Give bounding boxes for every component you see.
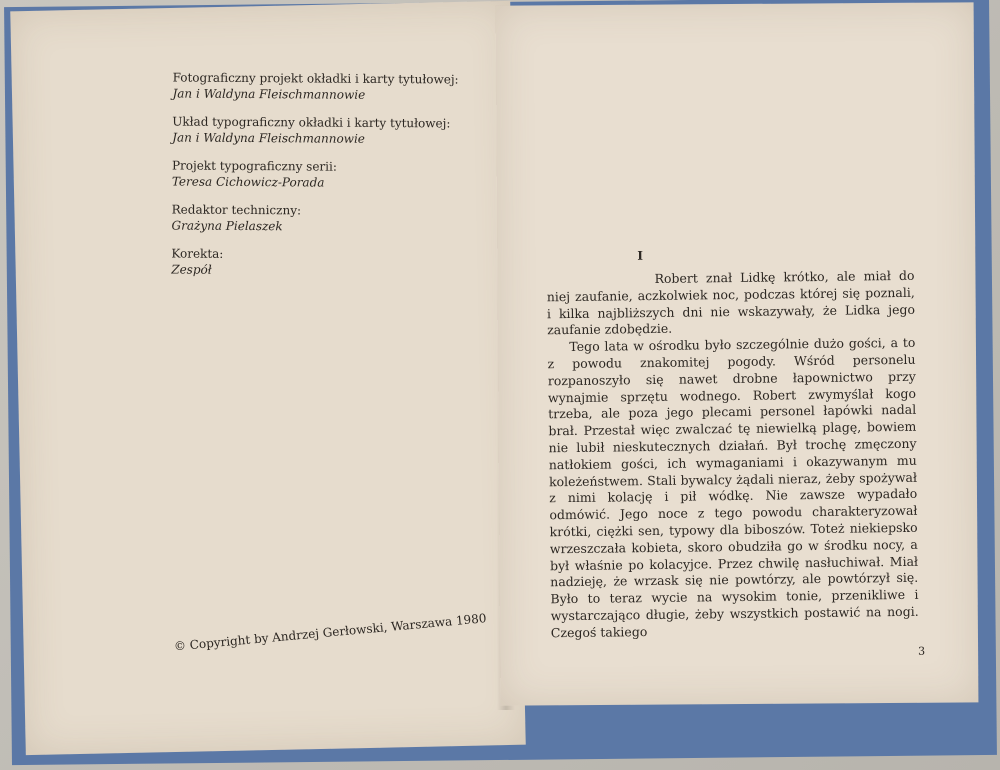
paragraph: Robert znał Lidkę krótko, ale miał do niej zaufanie, aczkolwiek noc, podczas której się poznali, i kilka najbliższych dni nie wskazywały, że Lidka jego zaufanie zdobędzie. — [546, 267, 916, 338]
credit-role: Fotograficzny projekt okładki i karty tytułowej: — [172, 70, 459, 87]
credit-entry — [172, 114, 492, 148]
credit-role: Korekta: — [171, 246, 224, 261]
chapter-number: I — [637, 248, 643, 263]
credit-entry — [172, 202, 492, 236]
copyright-notice: © Copyright by Andrzej Gerłowski, Warszawa 1980 — [173, 611, 488, 654]
credits-block — [171, 70, 493, 292]
paragraph: Tego lata w ośrodku było szczególnie dużo gości, a to z powodu znakomitej pogody. Wśród personelu rozpanoszyło się nawet drobne łapownictwo przy wynajmie sprzętu wodnego. Robert zwymyślał kogo trzeba, ale poza jego plecami personel łapówki nadal brał. Przestał więc zwalczać tę niewielką plagę, bowiem nie lubił nieskutecznych działań. Był trochę zmęczony natłokiem gości, ich wymaganiami i okazywanym mu koleżeństwem. Stali bywalcy żądali nieraz, żeby spożywał z nimi kolację i pił wódkę. Nie zawsze wypadało odmówić. Jego noce z tego powodu charakteryzował krótki, ciężki sen, typowy dla biboszów. Toteż niekiepsko wrzeszczała kobieta, skoro obudziła go w środku nocy, a był właśnie po kolacyjce. Przez chwilę nasłuchiwał. Miał nadzieję, że wrzask się nie powtórzy, ale powtórzył się. Było to teraz wycie na wysokim tonie, przenikliwe i wystarczająco długie, żeby wszystkich postawić na nogi. Czegoś takiego — [547, 334, 919, 641]
credit-name: Grażyna Pielaszek — [171, 218, 283, 234]
left-page — [10, 1, 525, 755]
page-number: 3 — [918, 644, 926, 658]
chapter-text — [546, 268, 918, 642]
credit-name: Teresa Cichowicz-Porada — [171, 174, 325, 190]
credit-entry — [172, 158, 492, 192]
credit-role: Projekt typograficzny serii: — [171, 158, 337, 174]
credit-name: Jan i Waldyna Fleischmannowie — [172, 86, 366, 102]
credit-name: Jan i Waldyna Fleischmannowie — [172, 130, 365, 146]
credit-role: Układ typograficzny okładki i karty tytułowej: — [172, 114, 451, 131]
credit-entry — [171, 246, 491, 280]
credit-role: Redaktor techniczny: — [171, 202, 302, 218]
credit-name: Zespół — [171, 262, 212, 277]
right-page — [496, 2, 979, 705]
credit-entry — [172, 70, 492, 104]
